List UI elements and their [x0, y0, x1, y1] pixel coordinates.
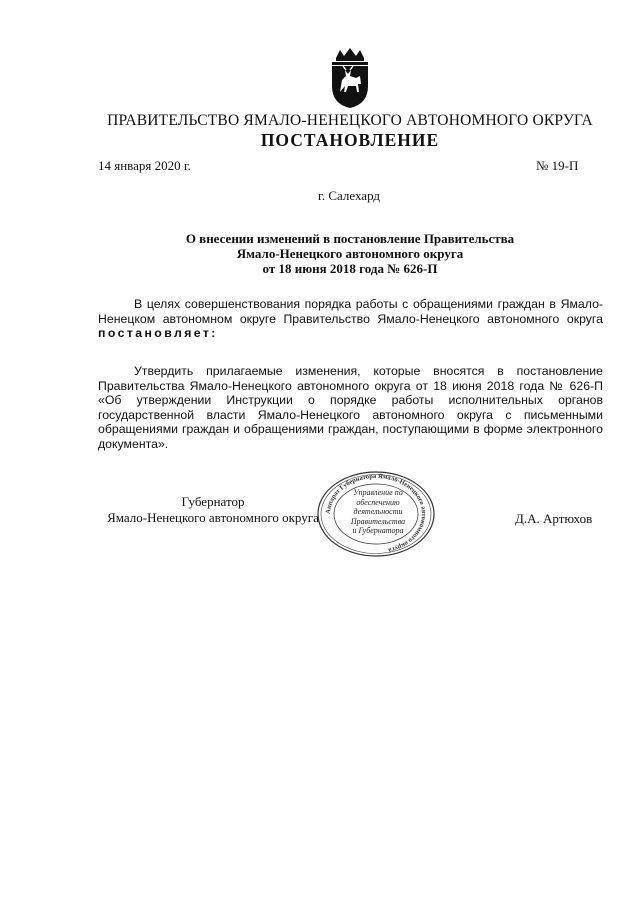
- stamp-line: обеспечению: [356, 497, 400, 507]
- stamp-line: Управление по: [353, 488, 403, 497]
- document-number: № 19-П: [536, 158, 579, 173]
- signatory-title-line: Губернатор: [181, 494, 245, 509]
- document-type: ПОСТАНОВЛЕНИЕ: [260, 130, 440, 150]
- decides-word: постановляет:: [98, 326, 218, 341]
- resolution-text: Утвердить прилагаемые изменения, которые вносятся в постановление Правительства Ямало-Ненецкого автономного округа от 18 июня 2018 года № 626-П «Об утверждении Инструкции о порядке работы исполнительных органов государственной власти Ямало-Ненецкого автономного округа с письменными обращениями граждан и обращениями граждан, поступающими в форме электронного документа».: [98, 364, 603, 451]
- stamp-line: Правительства: [350, 516, 406, 526]
- document-date: 14 января 2020 г.: [98, 158, 192, 173]
- subject-line: от 18 июня 2018 года № 626-П: [262, 261, 438, 276]
- coat-of-arms-icon: [326, 46, 374, 110]
- stamp-line: и Губернатора: [352, 526, 404, 535]
- body-paragraph-preamble: [98, 297, 603, 341]
- subject-line: Ямало-Ненецкого автономного округа: [236, 246, 464, 261]
- signatory-name: Д.А. Артюхов: [515, 511, 593, 526]
- government-name: ПРАВИТЕЛЬСТВО ЯМАЛО-НЕНЕЦКОГО АВТОНОМНОГО ОКРУГА: [107, 112, 593, 129]
- signatory-title-line: Ямало-Ненецкого автономного округа: [107, 510, 319, 525]
- document-city: г. Салехард: [317, 188, 381, 203]
- stamp-inner-text: [338, 488, 418, 536]
- stamp-ring-text: Аппарат Губернатора Ямало-Ненецкого автономного округа: [324, 472, 428, 554]
- stamp-line: деятельности: [353, 507, 403, 516]
- signatory-title: [98, 494, 328, 526]
- subject-line: О внесении изменений в постановление Правительства: [185, 231, 515, 246]
- document-subject: [100, 231, 600, 276]
- body-paragraph-resolution: [98, 364, 603, 452]
- preamble-text: В целях совершенствования порядка работы с обращениями граждан в Ямало-Ненецком автономном округе Правительство Ямало-Ненецкого автономного округа: [98, 297, 603, 326]
